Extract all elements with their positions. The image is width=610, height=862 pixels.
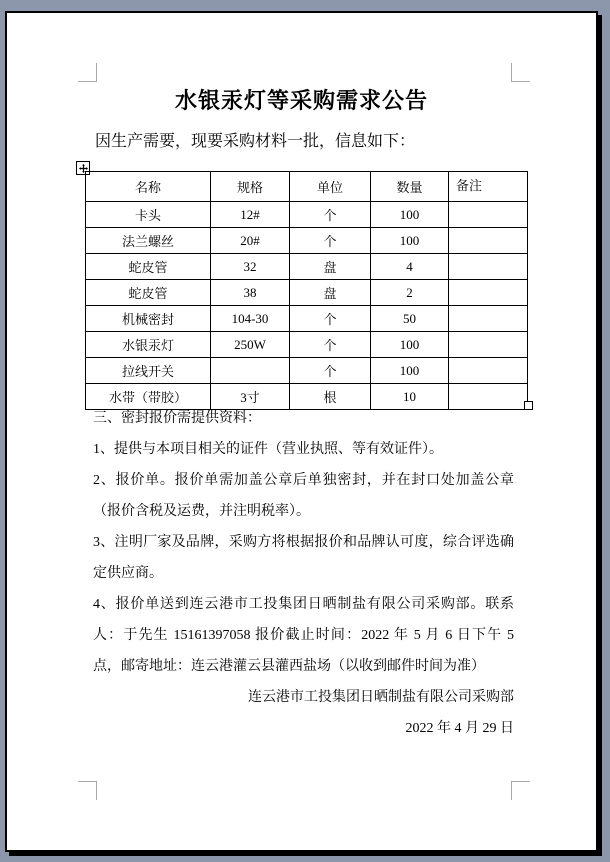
table-cell[interactable] bbox=[449, 280, 528, 306]
table-cell[interactable] bbox=[449, 358, 528, 384]
notice-paragraph[interactable]: 2、报价单。报价单需加盖公章后单独密封，并在封口处加盖公章（报价含税及运费，并注明税率）。 bbox=[93, 473, 514, 519]
notice-paragraph[interactable]: 1、提供与本项目相关的证件（营业执照、等有效证件）。 bbox=[93, 442, 443, 457]
table-cell[interactable]: 104-30 bbox=[211, 306, 290, 332]
table-row bbox=[86, 202, 528, 228]
table-cell[interactable]: 个 bbox=[290, 306, 371, 332]
table-cell[interactable]: 根 bbox=[290, 384, 371, 410]
table-cell[interactable]: 蛇皮管 bbox=[86, 254, 211, 280]
table-cell[interactable] bbox=[449, 254, 528, 280]
column-header-4[interactable]: 数量 bbox=[371, 172, 449, 202]
section-heading[interactable]: 三、密封报价需提供资料： bbox=[93, 411, 261, 426]
table-cell[interactable]: 2 bbox=[371, 280, 449, 306]
table-cell[interactable]: 50 bbox=[371, 306, 449, 332]
page-title[interactable]: 水银汞灯等采购需求公告 bbox=[174, 88, 428, 113]
table-cell[interactable]: 蛇皮管 bbox=[86, 280, 211, 306]
column-header-1[interactable]: 名称 bbox=[86, 172, 211, 202]
table-cell[interactable]: 个 bbox=[290, 332, 371, 358]
table-cell[interactable]: 100 bbox=[371, 228, 449, 254]
intro-paragraph[interactable]: 因生产需要，现要采购材料一批，信息如下： bbox=[95, 133, 416, 150]
table-row bbox=[86, 228, 528, 254]
table-cell[interactable]: 100 bbox=[371, 332, 449, 358]
table-cell[interactable] bbox=[449, 306, 528, 332]
notice-body bbox=[93, 403, 514, 744]
table-cell[interactable]: 10 bbox=[371, 384, 449, 410]
table-cell[interactable] bbox=[211, 358, 290, 384]
table-cell[interactable]: 32 bbox=[211, 254, 290, 280]
table-cell[interactable]: 水带（带胶） bbox=[86, 384, 211, 410]
table-cell[interactable]: 盘 bbox=[290, 254, 371, 280]
table-cell[interactable]: 20# bbox=[211, 228, 290, 254]
table-header-row bbox=[86, 172, 528, 202]
table-cell[interactable]: 个 bbox=[290, 358, 371, 384]
table-row bbox=[86, 332, 528, 358]
table-row bbox=[86, 254, 528, 280]
table-cell[interactable]: 水银汞灯 bbox=[86, 332, 211, 358]
table-cell[interactable]: 12# bbox=[211, 202, 290, 228]
column-header-3[interactable]: 单位 bbox=[290, 172, 371, 202]
table-row bbox=[86, 306, 528, 332]
column-header-5[interactable]: 备注 bbox=[449, 172, 528, 202]
table-cell[interactable]: 100 bbox=[371, 358, 449, 384]
table-cell[interactable] bbox=[449, 228, 528, 254]
table-resize-handle[interactable] bbox=[524, 401, 533, 410]
table-row bbox=[86, 358, 528, 384]
table-cell[interactable]: 机械密封 bbox=[86, 306, 211, 332]
document-page bbox=[5, 11, 598, 852]
margin-crop-mark-top-right bbox=[511, 63, 530, 82]
signature-line[interactable]: 连云港市工投集团日晒制盐有限公司采购部 bbox=[248, 690, 514, 705]
table-cell[interactable]: 100 bbox=[371, 202, 449, 228]
notice-paragraph[interactable]: 3、注明厂家及品牌，采购方将根据报价和品牌认可度，综合评选确定供应商。 bbox=[93, 535, 514, 581]
materials-table bbox=[85, 171, 528, 410]
table-cell[interactable] bbox=[449, 202, 528, 228]
date-line[interactable]: 2022 年 4 月 29 日 bbox=[405, 721, 514, 736]
table-cell[interactable] bbox=[449, 332, 528, 358]
table-cell[interactable]: 3寸 bbox=[211, 384, 290, 410]
table-row bbox=[86, 280, 528, 306]
table-cell[interactable]: 卡头 bbox=[86, 202, 211, 228]
margin-crop-mark-top-left bbox=[78, 63, 97, 82]
column-header-2[interactable]: 规格 bbox=[211, 172, 290, 202]
table-cell[interactable]: 法兰螺丝 bbox=[86, 228, 211, 254]
table-cell[interactable]: 拉线开关 bbox=[86, 358, 211, 384]
table-cell[interactable]: 4 bbox=[371, 254, 449, 280]
notice-paragraph[interactable]: 4、报价单送到连云港市工投集团日晒制盐有限公司采购部。联系人：于先生 15161397058 报价截止时间：2022 年 5 月 6 日下午 5 点，邮寄地址：连云港灌云县灌西盐场（以收到邮件时间为准） bbox=[93, 597, 514, 674]
table-cell[interactable]: 38 bbox=[211, 280, 290, 306]
margin-crop-mark-bottom-right bbox=[511, 781, 530, 800]
table-cell[interactable]: 个 bbox=[290, 228, 371, 254]
margin-crop-mark-bottom-left bbox=[78, 781, 97, 800]
table-cell[interactable]: 个 bbox=[290, 202, 371, 228]
table-cell[interactable]: 盘 bbox=[290, 280, 371, 306]
table-cell[interactable]: 250W bbox=[211, 332, 290, 358]
